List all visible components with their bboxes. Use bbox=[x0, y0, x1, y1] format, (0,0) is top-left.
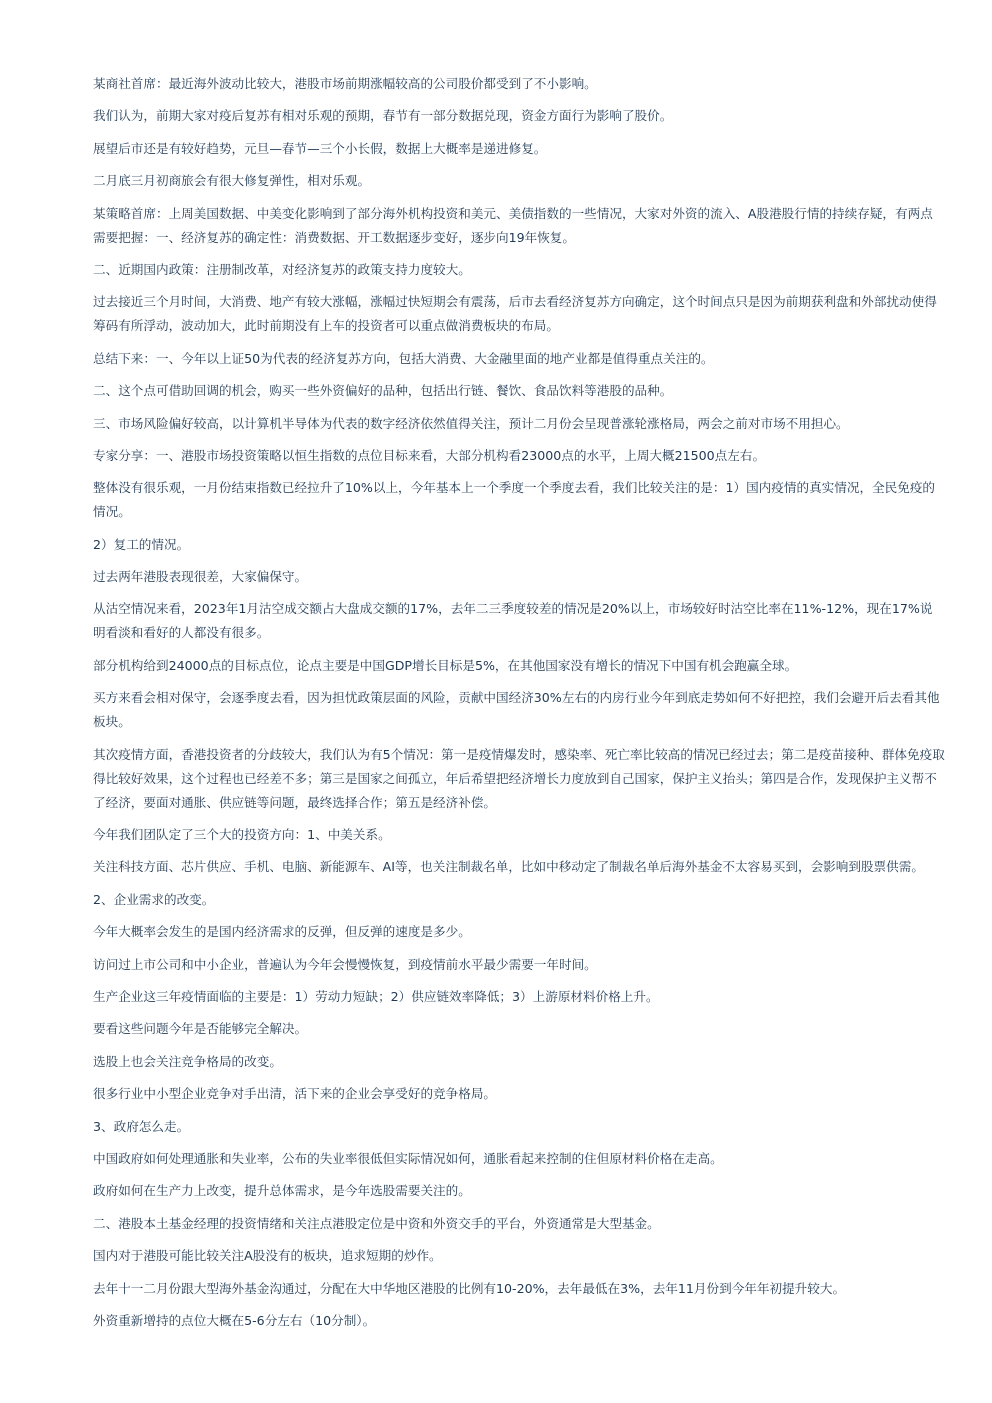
paragraph: 去年十一二月份跟大型海外基金沟通过，分配在大中华地区港股的比例有10-20%，去年最低在3%，去年11月份到今年年初提升较大。 bbox=[93, 1280, 846, 1296]
paragraph: 其次疫情方面，香港投资者的分歧较大，我们认为有5个情况：第一是疫情爆发时，感染率、死亡率比较高的情况已经过去；第二是疫苗接种、群体免疫取得比较好效果，这个过程也已经差不多；第三是国家之间孤立，年后希望把经济增长力度放到自己国家，保护主义抬头；第四是合作，发现保护主义帮不了经济，要面对通胀、供应链等问题，最终选择合作；第五是经济补偿。 bbox=[93, 746, 945, 810]
paragraph: 二、港股本土基金经理的投资情绪和关注点港股定位是中资和外资交手的平台，外资通常是大型基金。 bbox=[93, 1215, 660, 1231]
paragraph: 从沽空情况来看，2023年1月沽空成交额占大盘成交额的17%，去年二三季度较差的情况是20%以上，市场较好时沽空比率在11%-12%，现在17%说明看淡和看好的人都没有很多。 bbox=[93, 601, 933, 641]
paragraph: 访问过上市公司和中小企业，普遍认为今年会慢慢恢复，到疫情前水平最少需要一年时间。 bbox=[93, 956, 597, 972]
paragraph: 政府如何在生产力上改变，提升总体需求，是今年选股需要关注的。 bbox=[93, 1183, 471, 1199]
paragraph: 二、近期国内政策：注册制改革，对经济复苏的政策支持力度较大。 bbox=[93, 261, 471, 277]
paragraph: 三、市场风险偏好较高，以计算机半导体为代表的数字经济依然值得关注，预计二月份会呈现普涨轮涨格局，两会之前对市场不用担心。 bbox=[93, 415, 849, 431]
paragraph: 专家分享：一、港股市场投资策略以恒生指数的点位目标来看，大部分机构看23000点的水平，上周大概21500点左右。 bbox=[93, 447, 766, 463]
paragraph: 外资重新增持的点位大概在5-6分左右（10分制）。 bbox=[93, 1312, 376, 1328]
document-body bbox=[93, 72, 945, 1341]
paragraph: 过去接近三个月时间，大消费、地产有较大涨幅，涨幅过快短期会有震荡，后市去看经济复苏方向确定，这个时间点只是因为前期获利盘和外部扰动使得筹码有所浮动，波动加大，此时前期没有上车的投资者可以重点做消费板块的布局。 bbox=[93, 294, 937, 334]
paragraph: 过去两年港股表现很差，大家偏保守。 bbox=[93, 569, 308, 585]
paragraph: 2）复工的情况。 bbox=[93, 536, 190, 552]
paragraph: 国内对于港股可能比较关注A股没有的板块，追求短期的炒作。 bbox=[93, 1248, 442, 1264]
paragraph: 3、政府怎么走。 bbox=[93, 1118, 190, 1134]
paragraph: 总结下来：一、今年以上证50为代表的经济复苏方向，包括大消费、大金融里面的地产业都是值得重点关注的。 bbox=[93, 350, 714, 366]
paragraph: 选股上也会关注竞争格局的改变。 bbox=[93, 1053, 282, 1069]
paragraph: 2、企业需求的改变。 bbox=[93, 891, 215, 907]
paragraph: 关注科技方面、芯片供应、手机、电脑、新能源车、AI等，也关注制裁名单，比如中移动定了制裁名单后海外基金不太容易买到，会影响到股票供需。 bbox=[93, 859, 924, 875]
paragraph: 生产企业这三年疫情面临的主要是：1）劳动力短缺；2）供应链效率降低；3）上游原材料价格上升。 bbox=[93, 988, 659, 1004]
paragraph: 中国政府如何处理通胀和失业率，公布的失业率很低但实际情况如何，通胀看起来控制的住但原材料价格在走高。 bbox=[93, 1150, 723, 1166]
paragraph: 买方来看会相对保守，会逐季度去看，因为担忧政策层面的风险，贡献中国经济30%左右的内房行业今年到底走势如何不好把控，我们会避开后去看其他板块。 bbox=[93, 690, 940, 730]
paragraph: 要看这些问题今年是否能够完全解决。 bbox=[93, 1021, 308, 1037]
paragraph: 整体没有很乐观，一月份结束指数已经拉升了10%以上，今年基本上一个季度一个季度去看，我们比较关注的是：1）国内疫情的真实情况，全民免疫的情况。 bbox=[93, 480, 936, 520]
paragraph: 我们认为，前期大家对疫后复苏有相对乐观的预期，春节有一部分数据兑现，资金方面行为影响了股价。 bbox=[93, 108, 673, 124]
paragraph: 二月底三月初商旅会有很大修复弹性，相对乐观。 bbox=[93, 173, 371, 189]
paragraph: 部分机构给到24000点的目标点位，论点主要是中国GDP增长目标是5%，在其他国家没有增长的情况下中国有机会跑赢全球。 bbox=[93, 657, 798, 673]
paragraph: 今年大概率会发生的是国内经济需求的反弹，但反弹的速度是多少。 bbox=[93, 924, 471, 940]
paragraph: 今年我们团队定了三个大的投资方向：1、中美关系。 bbox=[93, 827, 391, 843]
paragraph: 某策略首席：上周美国数据、中美变化影响到了部分海外机构投资和美元、美债指数的一些情况，大家对外资的流入、A股港股行情的持续存疑，有两点需要把握：一、经济复苏的确定性：消费数据、开工数据逐步变好，逐步向19年恢复。 bbox=[93, 205, 933, 245]
paragraph: 二、这个点可借助回调的机会，购买一些外资偏好的品种，包括出行链、餐饮、食品饮料等港股的品种。 bbox=[93, 383, 673, 399]
paragraph: 展望后市还是有较好趋势，元旦—春节—三个小长假，数据上大概率是递进修复。 bbox=[93, 140, 547, 156]
paragraph: 很多行业中小型企业竞争对手出清，活下来的企业会享受好的竞争格局。 bbox=[93, 1086, 496, 1102]
paragraph: 某商社首席：最近海外波动比较大，港股市场前期涨幅较高的公司股价都受到了不小影响。 bbox=[93, 76, 597, 91]
